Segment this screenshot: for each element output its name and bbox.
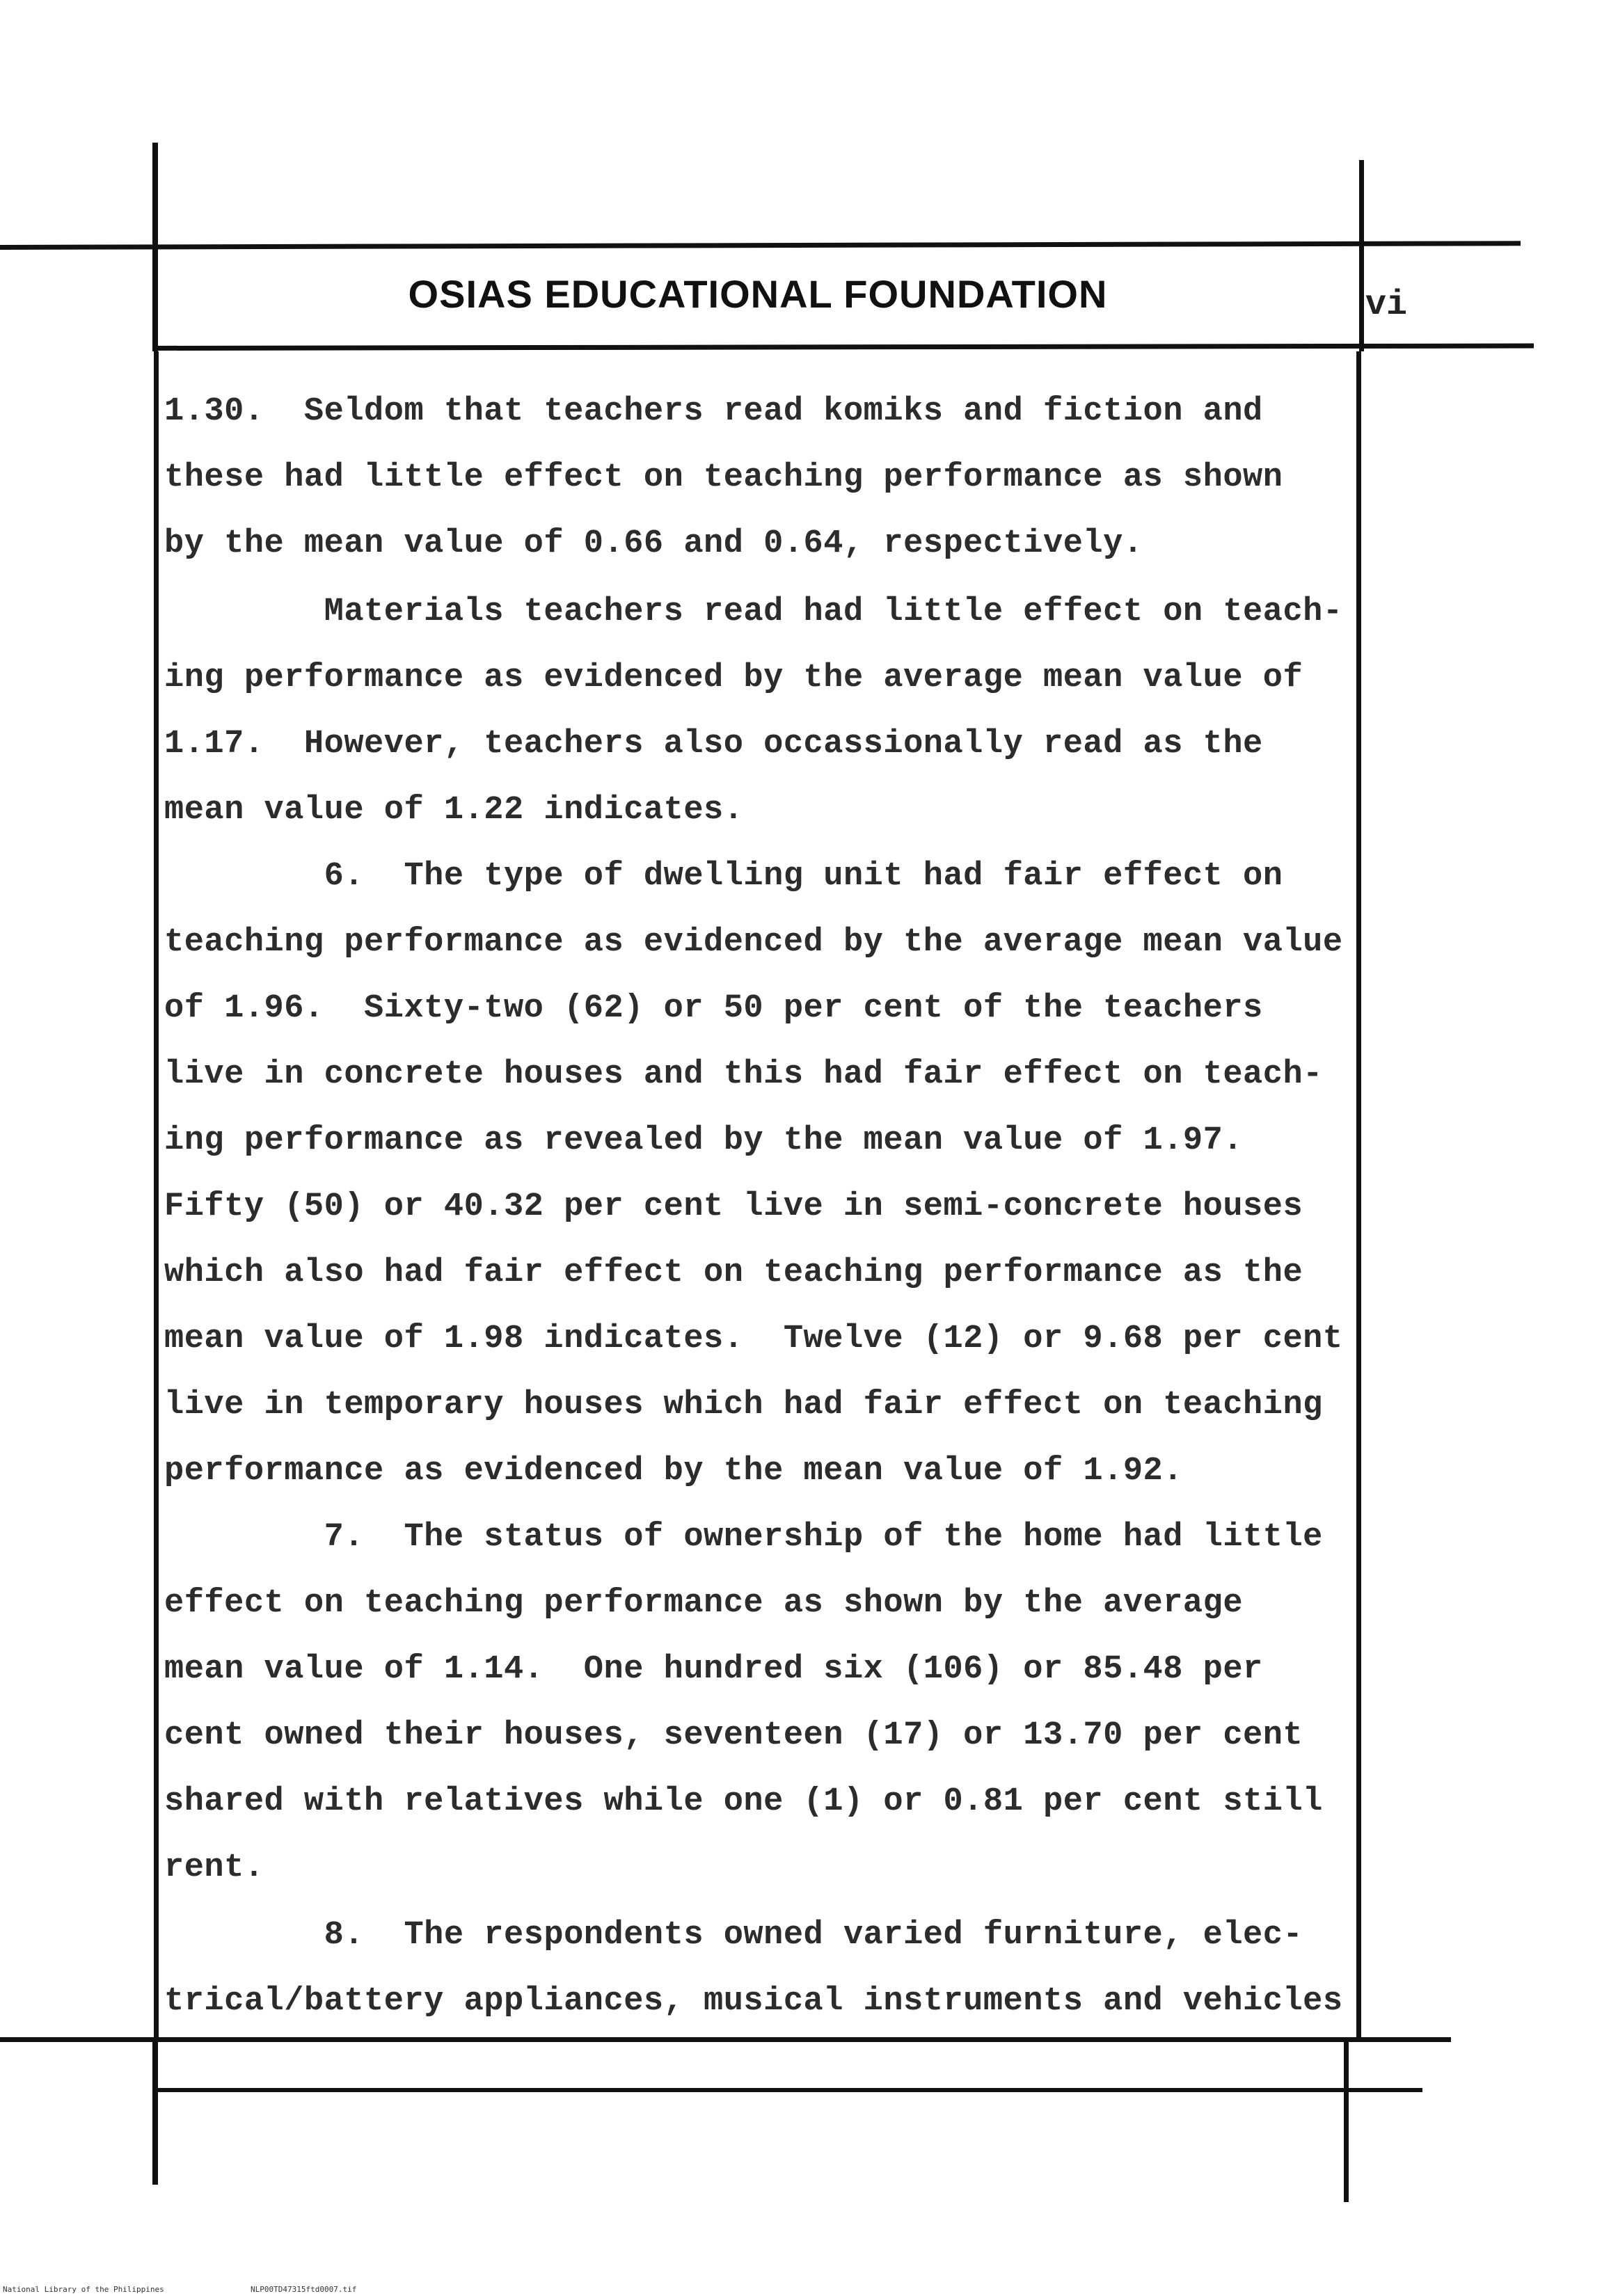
text-line: 8. The respondents owned varied furniture, elec- <box>164 1917 1303 1954</box>
text-line: Fifty (50) or 40.32 per cent live in semi-concrete houses <box>164 1188 1303 1225</box>
text-line: cent owned their houses, seventeen (17) or 13.70 per cent <box>164 1717 1303 1754</box>
text-line: ing performance as evidenced by the average mean value of <box>164 660 1303 696</box>
text-line: mean value of 1.14. One hundred six (106) or 85.48 per <box>164 1651 1263 1688</box>
text-line: 6. The type of dwelling unit had fair effect on <box>164 858 1283 895</box>
footer-file-id: NLP00TD47315ftd0007.tif <box>251 2285 357 2294</box>
text-line: 1.30. Seldom that teachers read komiks and fiction and <box>164 393 1263 430</box>
header-title: OSIAS EDUCATIONAL FOUNDATION <box>408 272 1108 316</box>
header-bottom-rule <box>152 344 1534 351</box>
text-line: these had little effect on teaching performance as shown <box>164 459 1283 496</box>
text-line: trical/battery appliances, musical instruments and vehicles <box>164 1983 1343 2020</box>
footer-bottom-rule <box>152 2088 1422 2092</box>
text-line: 7. The status of ownership of the home had little <box>164 1519 1323 1556</box>
header-top-rule <box>0 241 1521 250</box>
text-line: performance as evidenced by the mean value of 1.92. <box>164 1453 1183 1490</box>
text-line: live in temporary houses which had fair effect on teaching <box>164 1387 1323 1424</box>
text-line: shared with relatives while one (1) or 0.81 per cent still <box>164 1783 1323 1820</box>
text-line: mean value of 1.98 indicates. Twelve (12) or 9.68 per cent <box>164 1321 1343 1357</box>
frame-right-rule <box>1356 351 1361 2042</box>
text-line: Materials teachers read had little effect on teach- <box>164 593 1343 630</box>
text-line: effect on teaching performance as shown by the average <box>164 1585 1244 1622</box>
frame-left-rule-bottom <box>152 2042 158 2185</box>
footer-top-rule <box>0 2037 1451 2042</box>
frame-left-rule <box>154 351 159 2042</box>
page-number: vi <box>1365 285 1408 325</box>
frame-right-rule-top <box>1359 160 1364 351</box>
text-line: ing performance as revealed by the mean value of 1.97. <box>164 1122 1244 1159</box>
text-line: by the mean value of 0.66 and 0.64, respectively. <box>164 525 1143 562</box>
text-line: teaching performance as evidenced by the average mean value <box>164 924 1343 961</box>
text-line: 1.17. However, teachers also occassionally read as the <box>164 726 1263 763</box>
text-line: which also had fair effect on teaching performance as the <box>164 1254 1303 1291</box>
footer-library: National Library of the Philippines <box>3 2285 164 2294</box>
frame-right-rule-bottom <box>1344 2042 1349 2202</box>
text-line: rent. <box>164 1849 264 1886</box>
text-line: live in concrete houses and this had fair effect on teach- <box>164 1056 1323 1093</box>
text-line: mean value of 1.22 indicates. <box>164 792 744 829</box>
text-line: of 1.96. Sixty-two (62) or 50 per cent of the teachers <box>164 990 1263 1027</box>
